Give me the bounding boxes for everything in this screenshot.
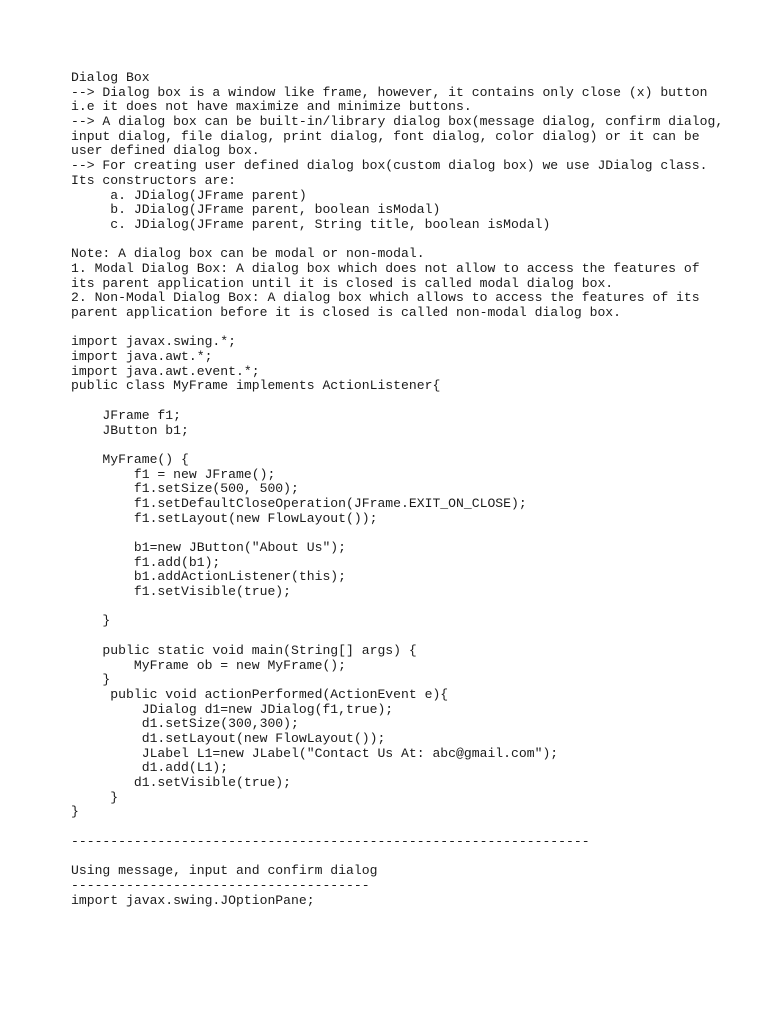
constructor-item: c. JDialog(JFrame parent, String title, boolean isModal) bbox=[71, 216, 551, 232]
text-line: input dialog, file dialog, print dialog, font dialog, color dialog) or it can be bbox=[71, 128, 700, 144]
code-line: import java.awt.*; bbox=[71, 349, 213, 365]
code-line: import javax.swing.*; bbox=[71, 334, 237, 350]
code-line: MyFrame ob = new MyFrame(); bbox=[71, 657, 347, 673]
text-line: --> For creating user defined dialog box(custom dialog box) we use JDialog class. bbox=[71, 158, 708, 174]
blank-line bbox=[71, 849, 751, 864]
text-line: user defined dialog box. bbox=[71, 143, 260, 159]
text-line: i.e it does not have maximize and minimize buttons. bbox=[71, 99, 472, 115]
text-line: --> A dialog box can be built-in/library dialog box(message dialog, confirm dialog, bbox=[71, 114, 724, 130]
code-line: f1.setVisible(true); bbox=[71, 584, 292, 600]
code-line: public static void main(String[] args) { bbox=[71, 642, 417, 658]
code-line: JFrame f1; bbox=[71, 407, 182, 423]
blank-line bbox=[71, 820, 751, 835]
code-line: b1.addActionListener(this); bbox=[71, 569, 347, 585]
code-line: JButton b1; bbox=[71, 422, 189, 438]
blank-line bbox=[71, 600, 751, 615]
separator-line: ------------------------------------------------------------------ bbox=[71, 833, 590, 849]
text-line: 2. Non-Modal Dialog Box: A dialog box which allows to access the features of its bbox=[71, 290, 700, 306]
code-line: f1.add(b1); bbox=[71, 554, 221, 570]
code-line: } bbox=[71, 789, 119, 805]
code-line: public void actionPerformed(ActionEvent e){ bbox=[71, 686, 449, 702]
code-line: f1.setSize(500, 500); bbox=[71, 481, 299, 497]
code-line: JLabel L1=new JLabel("Contact Us At: abc@gmail.com"); bbox=[71, 745, 559, 761]
text-line: --> Dialog box is a window like frame, however, it contains only close (x) button bbox=[71, 84, 708, 100]
code-line: } bbox=[71, 613, 111, 629]
text-line: Its constructors are: bbox=[71, 172, 237, 188]
code-line: f1.setLayout(new FlowLayout()); bbox=[71, 510, 378, 526]
text-line: parent application before it is closed is called non-modal dialog box. bbox=[71, 305, 622, 320]
blank-line bbox=[71, 629, 751, 644]
code-line: import javax.swing.JOptionPane; bbox=[71, 892, 315, 908]
constructor-item: a. JDialog(JFrame parent) bbox=[71, 187, 307, 203]
blank-line bbox=[71, 526, 751, 541]
blank-line bbox=[71, 438, 751, 453]
document-text bbox=[71, 71, 751, 908]
code-line: JDialog d1=new JDialog(f1,true); bbox=[71, 701, 394, 717]
code-line: public class MyFrame implements ActionListener{ bbox=[71, 378, 441, 394]
section-heading: Using message, input and confirm dialog bbox=[71, 863, 378, 879]
code-line: f1 = new JFrame(); bbox=[71, 466, 276, 482]
code-line: MyFrame() { bbox=[71, 451, 189, 467]
code-line: d1.setSize(300,300); bbox=[71, 716, 299, 732]
text-line: its parent application until it is closed is called modal dialog box. bbox=[71, 275, 614, 291]
code-line: d1.setLayout(new FlowLayout()); bbox=[71, 730, 386, 746]
code-line: } bbox=[71, 804, 79, 820]
blank-line bbox=[71, 321, 751, 336]
text-line: 1. Modal Dialog Box: A dialog box which does not allow to access the features of bbox=[71, 260, 700, 276]
blank-line bbox=[71, 394, 751, 409]
code-line: import java.awt.event.*; bbox=[71, 363, 260, 379]
blank-line bbox=[71, 233, 751, 248]
separator-line: -------------------------------------- bbox=[71, 877, 370, 893]
code-line: b1=new JButton("About Us"); bbox=[71, 540, 347, 555]
code-line: d1.add(L1); bbox=[71, 760, 229, 776]
constructor-item: b. JDialog(JFrame parent, boolean isModal) bbox=[71, 202, 441, 218]
code-line: d1.setVisible(true); bbox=[71, 775, 292, 790]
heading-dialog-box: Dialog Box bbox=[71, 70, 150, 85]
code-line: f1.setDefaultCloseOperation(JFrame.EXIT_ON_CLOSE); bbox=[71, 495, 527, 511]
note-line: Note: A dialog box can be modal or non-modal. bbox=[71, 246, 425, 262]
code-line: } bbox=[71, 672, 111, 688]
